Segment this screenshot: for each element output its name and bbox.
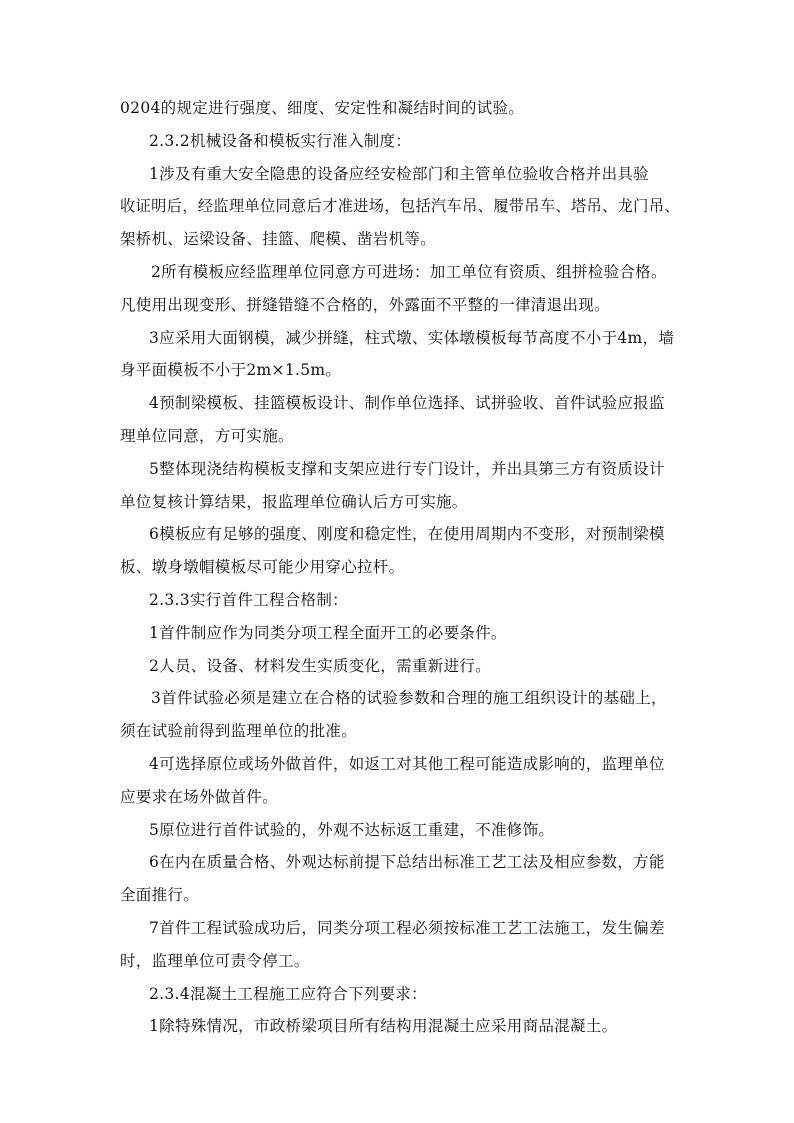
paragraph-line: 1首件制应作为同类分项工程全面开工的必要条件。 xyxy=(149,623,507,642)
document-body xyxy=(120,92,680,1043)
paragraph-line: 6在内在质量合格、外观达标前提下总结出标准工艺工法及相应参数，方能 xyxy=(149,853,665,872)
paragraph-line: 2人员、设备、材料发生实质变化，需重新进行。 xyxy=(149,656,491,675)
paragraph-line: 理单位同意，方可实施。 xyxy=(120,426,294,445)
paragraph-line: 全面推行。 xyxy=(120,886,200,905)
section-heading: 2.3.3实行首件工程合格制： xyxy=(149,590,348,609)
paragraph-line: 5原位进行首件试验的，外观不达标返工重建，不准修饰。 xyxy=(149,820,555,839)
paragraph-line: 凡使用出现变形、拼缝错缝不合格的，外露面不平整的一律清退出现。 xyxy=(120,295,610,314)
paragraph-line: 须在试验前得到监理单位的批准。 xyxy=(120,722,358,741)
section-heading: 2.3.2机械设备和模板实行准入制度： xyxy=(149,131,412,150)
section-heading: 2.3.4混凝土工程施工应符合下列要求： xyxy=(149,984,427,1003)
paragraph-line: 0204的规定进行强度、细度、安定性和凝结时间的试验。 xyxy=(120,99,525,117)
paragraph-line: 收证明后，经监理单位同意后才准进场，包括汽车吊、履带吊车、塔吊、龙门吊、 xyxy=(120,197,680,216)
paragraph-line: 2所有模板应经监理单位同意方可进场：加工单位有资质、组拼检验合格。 xyxy=(151,262,667,281)
paragraph-line: 4预制梁模板、挂篮模板设计、制作单位选择、试拼验收、首件试验应报监 xyxy=(149,394,665,413)
paragraph-line: 1涉及有重大安全隐患的设备应经安检部门和主管单位验收合格并出具验 xyxy=(149,164,649,183)
paragraph-line: 3首件试验必须是建立在合格的试验参数和合理的施工组织设计的基础上， xyxy=(151,689,667,708)
paragraph-line: 架桥机、运梁设备、挂篮、爬模、凿岩机等。 xyxy=(120,230,437,249)
paragraph-line: 4可选择原位或场外做首件，如返工对其他工程可能造成影响的，监理单位 xyxy=(149,754,665,773)
paragraph-line: 应要求在场外做首件。 xyxy=(120,787,279,806)
paragraph-line: 3应采用大面钢模，减少拼缝，柱式墩、实体墩模板每节高度不小于4m，墙 xyxy=(149,328,675,347)
paragraph-line: 时，监理单位可责令停工。 xyxy=(120,951,310,970)
paragraph-line: 5整体现浇结构模板支撑和支架应进行专门设计，并出具第三方有资质设计 xyxy=(149,459,665,478)
paragraph-line: 板、墩身墩帽模板尽可能少用穿心拉杆。 xyxy=(120,558,405,577)
paragraph-line: 7首件工程试验成功后，同类分项工程必须按标准工艺工法施工，发生偏差 xyxy=(149,918,665,937)
paragraph-line: 1除特殊情况，市政桥梁项目所有结构用混凝土应采用商品混凝土。 xyxy=(149,1017,618,1036)
paragraph-line: 6模板应有足够的强度、刚度和稳定性，在使用周期内不变形，对预制梁模 xyxy=(149,525,665,544)
paragraph-line: 身平面模板不小于2m×1.5m。 xyxy=(120,361,342,380)
paragraph-line: 单位复核计算结果，报监理单位确认后方可实施。 xyxy=(120,492,468,511)
